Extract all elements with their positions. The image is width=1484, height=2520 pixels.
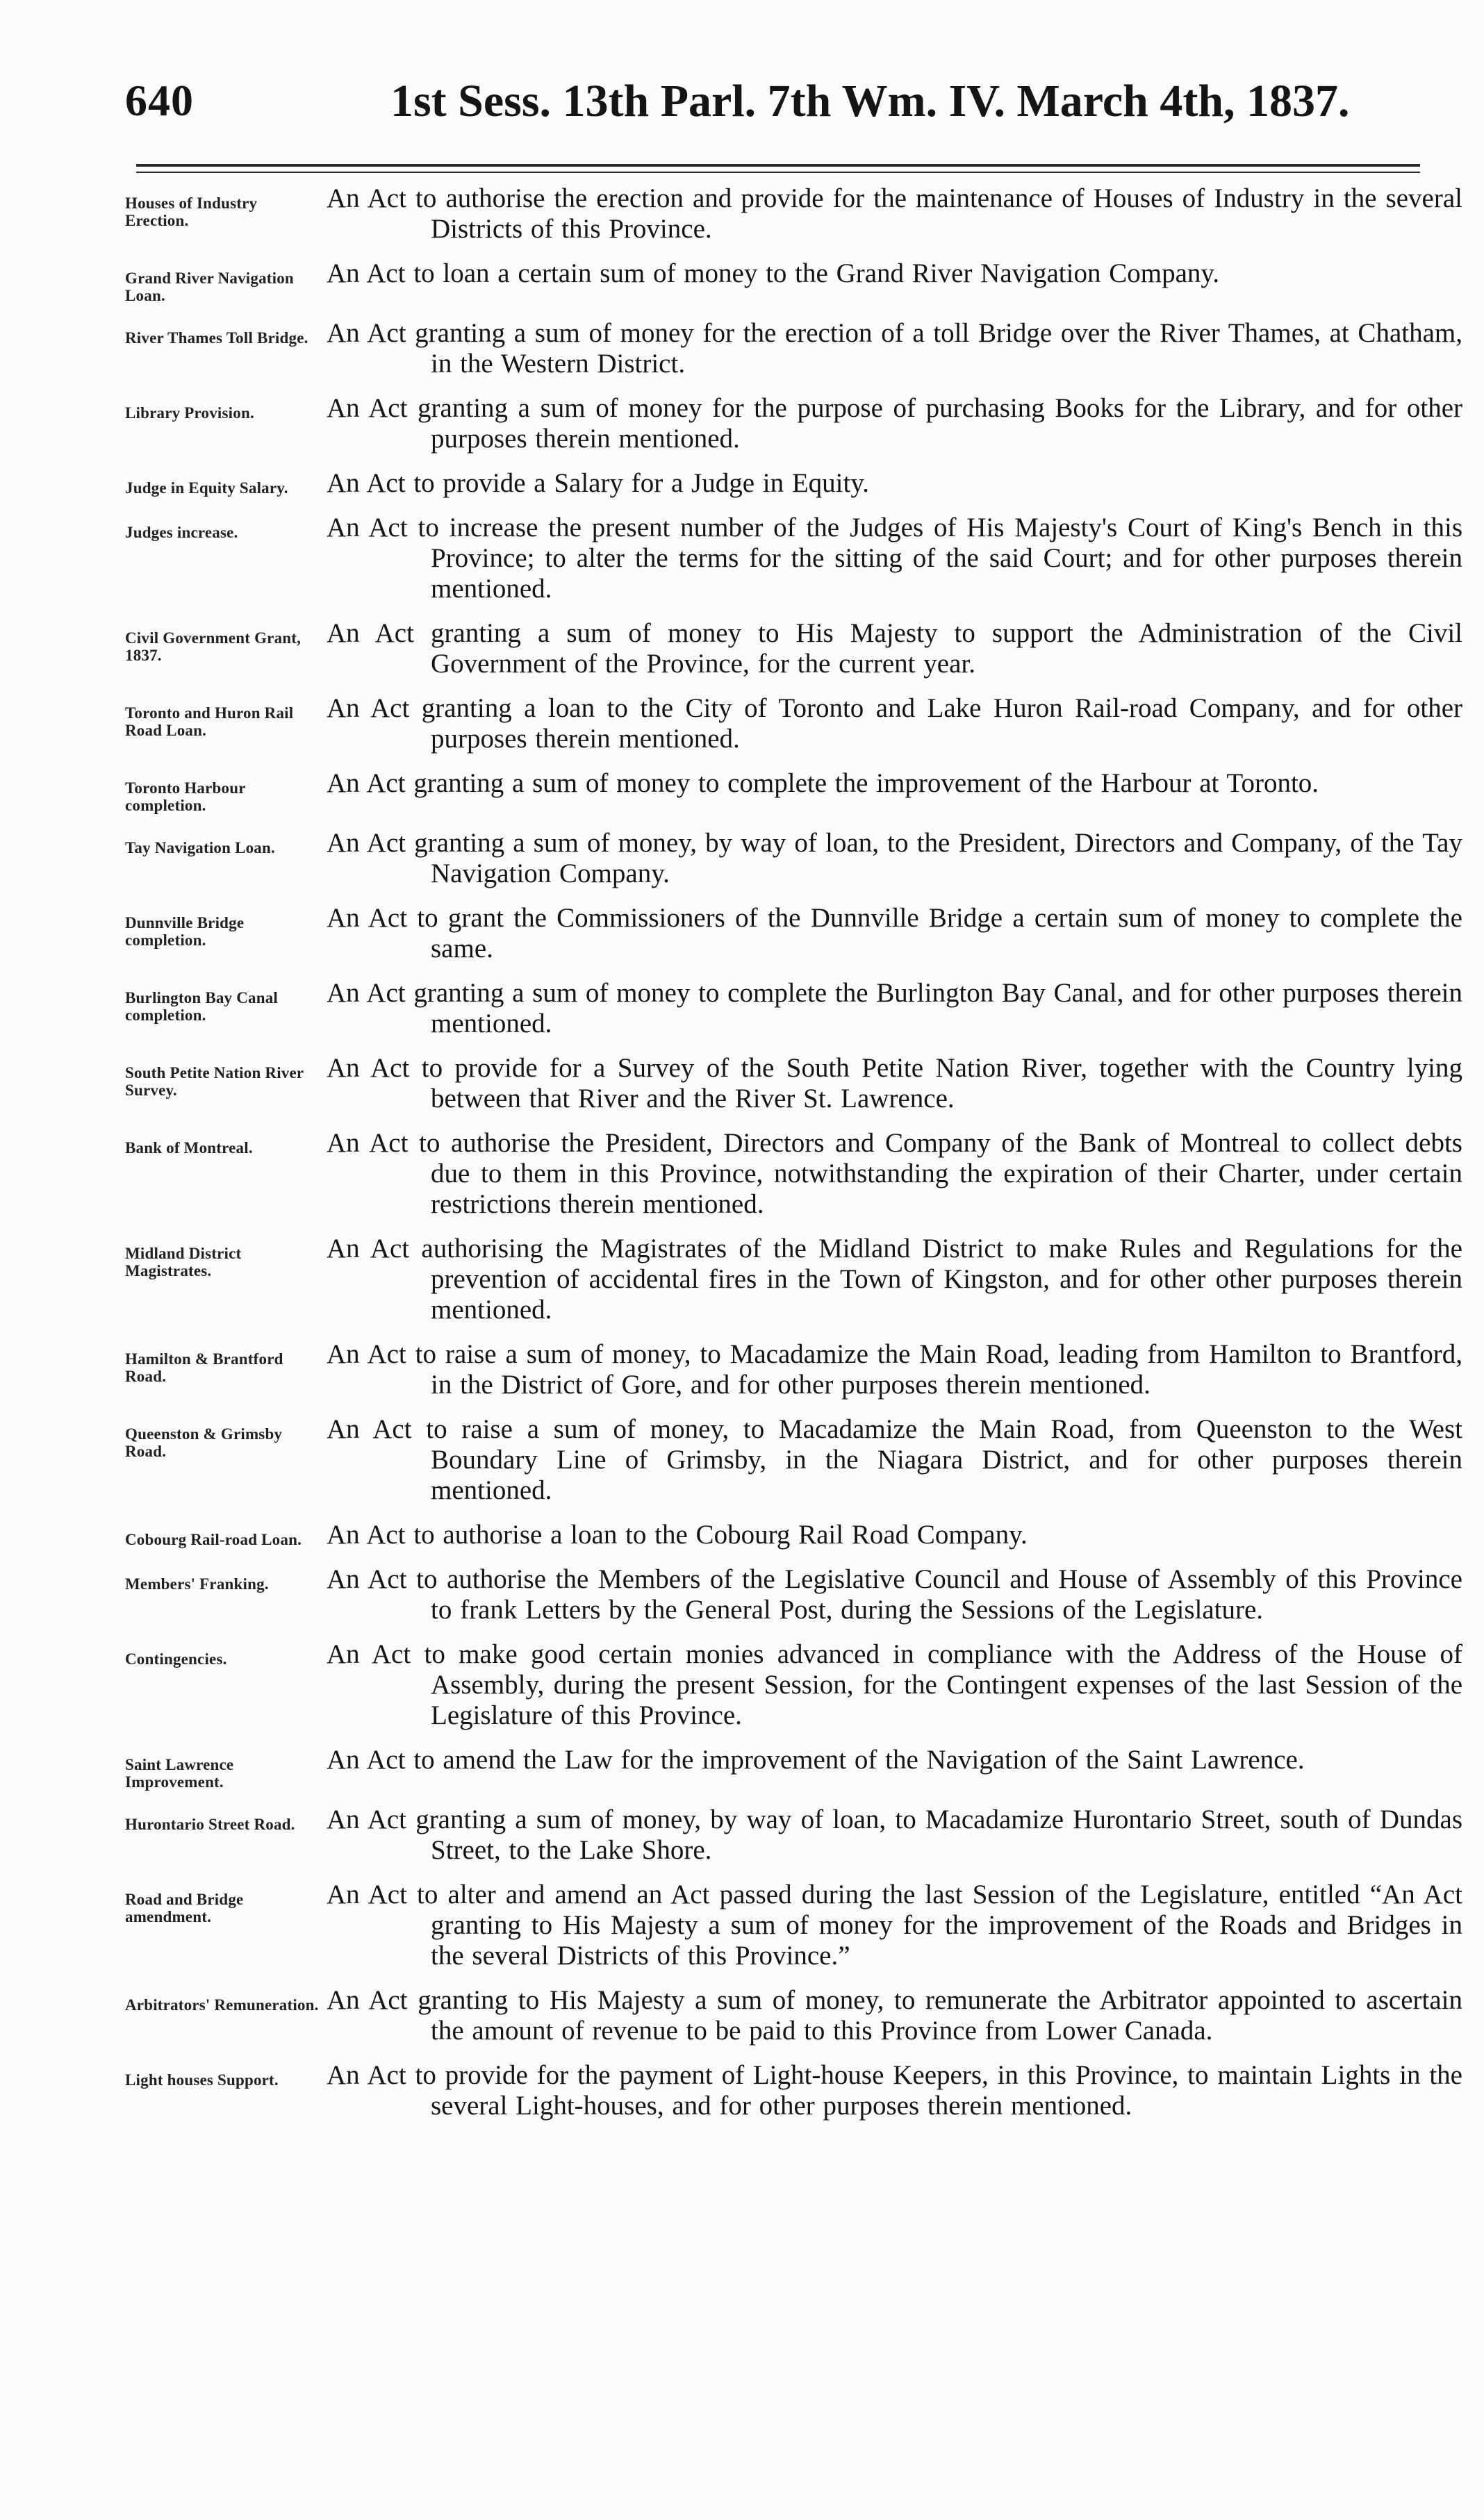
act-entry <box>125 258 1462 304</box>
act-entry <box>125 183 1462 244</box>
margin-note: Dunnville Bridge completion. <box>125 914 245 949</box>
act-entry <box>125 393 1462 454</box>
act-entry <box>125 318 1462 379</box>
margin-note: Hurontario Street Road. <box>125 1816 295 1833</box>
act-entry <box>125 1128 1462 1220</box>
margin-note: Saint Lawrence Improvement. <box>125 1756 234 1791</box>
act-entry <box>125 1053 1462 1114</box>
act-entry <box>125 1880 1462 1971</box>
act-text: An Act to authorise the Members of the Legislative Council and House of Assembly of this Province to frank Letters by the General Post, during the Sessions of the Legislature. <box>327 1564 1462 1625</box>
margin-note: Judge in Equity Salary. <box>125 479 288 497</box>
margin-note: River Thames Toll Bridge. <box>125 329 308 347</box>
act-entry <box>125 1745 1462 1791</box>
margin-note: Hamilton & Brantford Road. <box>125 1350 283 1385</box>
act-text: An Act to loan a certain sum of money to the Grand River Navigation Company. <box>327 258 1220 288</box>
act-entry <box>125 768 1462 814</box>
margin-note: Cobourg Rail-road Loan. <box>125 1531 302 1548</box>
act-text: An Act granting a loan to the City of Toronto and Lake Huron Rail-road Company, and for other purposes therein mentioned. <box>327 693 1462 754</box>
act-text: An Act to authorise a loan to the Cobourg Rail Road Company. <box>327 1520 1028 1550</box>
margin-note: Contingencies. <box>125 1650 227 1668</box>
act-text: An Act authorising the Magistrates of the Midland District to make Rules and Regulations for the prevention of accidental fires in the Town of Kingston, and for other other purposes therein mentioned. <box>327 1234 1462 1325</box>
act-text: An Act granting to His Majesty a sum of money, to remunerate the Arbitrator appointed to ascertain the amount of revenue to be paid to this Province from Lower Canada. <box>327 1985 1462 2046</box>
margin-note: Queenston & Grimsby Road. <box>125 1425 283 1460</box>
act-text: An Act to make good certain monies advanced in compliance with the Address of the House of Assembly, during the present Session, for the Contingent expenses of the last Session of the Legislature of this Province. <box>327 1639 1462 1730</box>
act-entry <box>125 2060 1462 2121</box>
act-text: An Act to increase the present number of the Judges of His Majesty's Court of King's Bench in this Province; to alter the terms for the sitting of the said Court; and for other purposes therein mentioned. <box>327 513 1462 604</box>
act-entry <box>125 513 1462 604</box>
act-text: An Act to amend the Law for the improvement of the Navigation of the Saint Lawrence. <box>327 1745 1305 1775</box>
margin-note: Road and Bridge amendment. <box>125 1891 244 1925</box>
margin-note: Members' Franking. <box>125 1575 269 1593</box>
margin-note: Bank of Montreal. <box>125 1139 253 1157</box>
margin-note: Tay Navigation Loan. <box>125 839 275 856</box>
act-entry <box>125 828 1462 889</box>
margin-note: South Petite Nation River Survey. <box>125 1064 304 1099</box>
margin-note: Toronto Harbour completion. <box>125 779 246 814</box>
margin-note: Midland District Magistrates. <box>125 1245 242 1279</box>
act-entry <box>125 1234 1462 1325</box>
header-rule-bottom <box>136 172 1420 173</box>
act-entry <box>125 1520 1462 1550</box>
act-text: An Act granting a sum of money for the purpose of purchasing Books for the Library, and for other purposes therein mentioned. <box>327 393 1462 454</box>
act-entry <box>125 978 1462 1039</box>
page-header <box>125 75 1424 138</box>
margin-note: Arbitrators' Remuneration. <box>125 1996 319 2014</box>
act-entry <box>125 1339 1462 1400</box>
margin-note: Judges increase. <box>125 524 238 541</box>
act-text: An Act granting a sum of money to complete the Burlington Bay Canal, and for other purposes therein mentioned. <box>327 978 1462 1038</box>
act-text: An Act to raise a sum of money, to Macadamize the Main Road, leading from Hamilton to Brantford, in the District of Gore, and for other purposes therein mentioned. <box>327 1339 1462 1400</box>
act-text: An Act to authorise the erection and provide for the maintenance of Houses of Industry in the several Districts of this Province. <box>327 183 1462 244</box>
act-text: An Act granting a sum of money, by way of loan, to the President, Directors and Company, of the Tay Navigation Company. <box>327 828 1462 888</box>
act-text: An Act granting a sum of money, by way of loan, to Macadamize Hurontario Street, south of Dundas Street, to the Lake Shore. <box>327 1805 1462 1865</box>
act-entry <box>125 693 1462 754</box>
margin-note: Houses of Industry Erection. <box>125 194 258 229</box>
act-entry <box>125 1414 1462 1506</box>
margin-note: Grand River Navigation Loan. <box>125 270 294 304</box>
act-entry <box>125 1564 1462 1625</box>
act-entry <box>125 1639 1462 1731</box>
act-text: An Act to raise a sum of money, to Macadamize the Main Road, from Queenston to the West Boundary Line of Grimsby, in the Niagara District, and for other purposes therein mentioned. <box>327 1414 1462 1505</box>
act-entry <box>125 1805 1462 1866</box>
act-text: An Act to alter and amend an Act passed during the last Session of the Legislature, entitled “An Act granting to His Majesty a sum of money for the improvement of the Roads and Bridges in the several Districts of this Province.” <box>327 1880 1462 1971</box>
margin-note: Library Provision. <box>125 404 254 422</box>
act-text: An Act to authorise the President, Directors and Company of the Bank of Montreal to collect debts due to them in this Province, notwithstanding the expiration of their Charter, under certain restrictions therein mentioned. <box>327 1128 1462 1219</box>
margin-note: Toronto and Huron Rail Road Loan. <box>125 704 294 739</box>
act-entry <box>125 903 1462 964</box>
act-text: An Act granting a sum of money for the erection of a toll Bridge over the River Thames, at Chatham, in the Western District. <box>327 318 1462 379</box>
page-number: 640 <box>125 76 194 125</box>
act-entry <box>125 1985 1462 2046</box>
margin-note: Burlington Bay Canal completion. <box>125 989 278 1024</box>
act-text: An Act granting a sum of money to complete the improvement of the Harbour at Toronto. <box>327 768 1319 798</box>
header-rule-top <box>136 164 1420 167</box>
act-text: An Act to provide a Salary for a Judge in Equity. <box>327 468 870 498</box>
act-text: An Act to provide for the payment of Light-house Keepers, in this Province, to maintain Lights in the several Light-houses, and for other purposes therein mentioned. <box>327 2060 1462 2121</box>
act-text: An Act granting a sum of money to His Majesty to support the Administration of the Civil Government of the Province, for the current year. <box>327 618 1462 679</box>
act-text: An Act to grant the Commissioners of the Dunnville Bridge a certain sum of money to complete the same. <box>327 903 1462 963</box>
acts-list <box>125 183 1462 2135</box>
margin-note: Civil Government Grant, 1837. <box>125 629 302 664</box>
act-entry <box>125 618 1462 679</box>
act-entry <box>125 468 1462 499</box>
margin-note: Light houses Support. <box>125 2071 279 2089</box>
act-text: An Act to provide for a Survey of the South Petite Nation River, together with the Country lying between that River and the River St. Lawrence. <box>327 1053 1462 1113</box>
running-title: 1st Sess. 13th Parl. 7th Wm. IV. March 4th, 1837. <box>390 76 1350 126</box>
